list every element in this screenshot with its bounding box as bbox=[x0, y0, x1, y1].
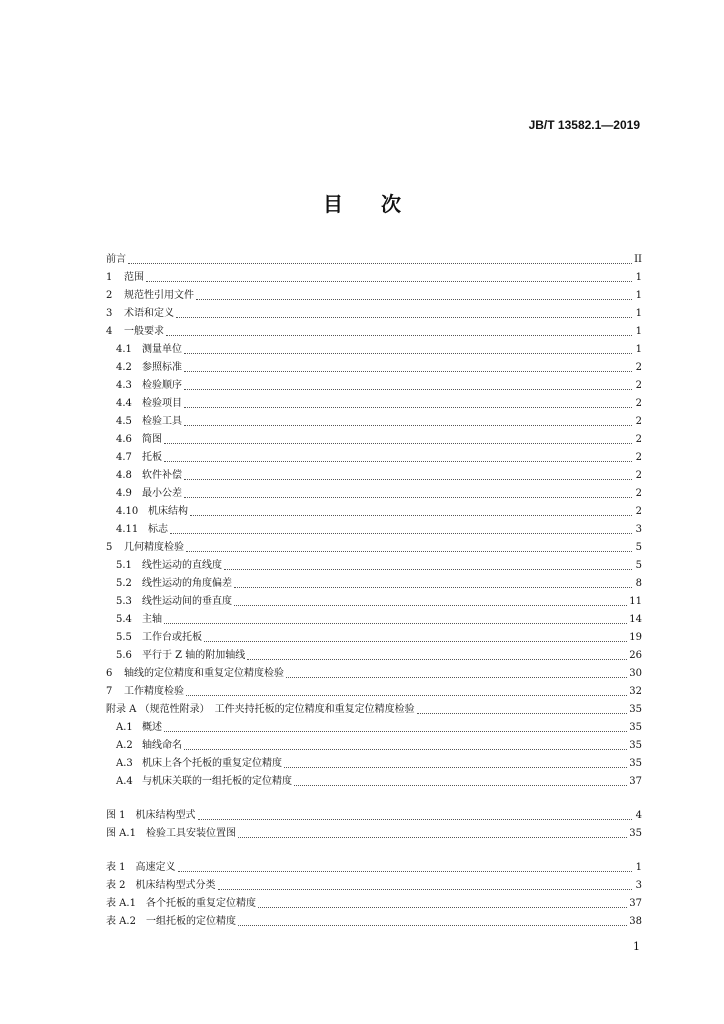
document-code: JB/T 13582.1—2019 bbox=[528, 118, 640, 132]
toc-entry-page: 19 bbox=[629, 632, 642, 643]
toc-entry-page: 32 bbox=[629, 686, 642, 697]
leader-dots bbox=[238, 915, 627, 926]
toc-entry-page: 1 bbox=[635, 308, 642, 319]
figure-entry-text: 图 A.1 检验工具安装位置图 bbox=[106, 828, 236, 839]
toc-entry-page: 2 bbox=[635, 488, 642, 499]
toc-entry-number: 3 bbox=[106, 308, 113, 319]
toc-entry-number: 6 bbox=[106, 668, 113, 679]
toc-entry-text: 前言 bbox=[106, 254, 126, 265]
toc-entry-number: 4.7 bbox=[116, 452, 132, 463]
leader-dots bbox=[184, 343, 632, 354]
toc-entry-4-2[interactable] bbox=[106, 358, 642, 374]
toc-entry-number: 4.1 bbox=[116, 344, 132, 355]
leader-dots bbox=[184, 415, 632, 426]
table-entry-a-1[interactable] bbox=[106, 894, 642, 910]
leader-dots bbox=[294, 775, 627, 786]
toc-entry-page: 37 bbox=[629, 776, 642, 787]
toc-entry-text: 机床上各个托板的重复定位精度 bbox=[142, 758, 282, 769]
table-entry-page: 37 bbox=[629, 898, 642, 909]
toc-entry-page: 11 bbox=[629, 596, 642, 607]
toc-entry-page: 2 bbox=[635, 470, 642, 481]
toc-entry-page: 2 bbox=[635, 434, 642, 445]
toc-entry-page: 1 bbox=[635, 326, 642, 337]
leader-dots bbox=[234, 577, 632, 588]
toc-entry-text: 机床结构 bbox=[148, 506, 188, 517]
leader-dots bbox=[204, 631, 627, 642]
toc-entry-text: 几何精度检验 bbox=[124, 542, 184, 553]
title-char-1: 目 bbox=[323, 192, 343, 216]
toc-entry-page: 1 bbox=[635, 272, 642, 283]
toc-entry-text: 软件补偿 bbox=[142, 470, 182, 481]
toc-entry-text: 一般要求 bbox=[124, 326, 164, 337]
toc-entry-5-2[interactable] bbox=[106, 574, 642, 590]
toc-entry-4-6[interactable] bbox=[106, 430, 642, 446]
leader-dots bbox=[128, 253, 632, 264]
toc-entry-4-9[interactable] bbox=[106, 484, 642, 500]
toc-entry-page: 35 bbox=[629, 740, 642, 751]
leader-dots bbox=[258, 897, 627, 908]
toc-entry-number: 4.3 bbox=[116, 380, 132, 391]
toc-entry-6[interactable] bbox=[106, 664, 642, 680]
leader-dots bbox=[184, 487, 632, 498]
toc-entry-page: 2 bbox=[635, 506, 642, 517]
toc-entry-text: 线性运动的直线度 bbox=[142, 560, 222, 571]
toc-entry-3[interactable] bbox=[106, 304, 642, 320]
toc-entry-a-2[interactable] bbox=[106, 736, 642, 752]
toc-entry-4-10[interactable] bbox=[106, 502, 642, 518]
toc-entry-number: 4 bbox=[106, 326, 113, 337]
toc-entry-5-4[interactable] bbox=[106, 610, 642, 626]
toc-entry-number: 5.2 bbox=[116, 578, 132, 589]
leader-dots bbox=[166, 325, 632, 336]
toc-entry-page: 5 bbox=[635, 560, 642, 571]
toc-entry-number: 4.9 bbox=[116, 488, 132, 499]
toc-entry-page: 14 bbox=[629, 614, 642, 625]
toc-entry-5-6[interactable] bbox=[106, 646, 642, 662]
toc-entry-1[interactable] bbox=[106, 268, 642, 284]
toc-entry-page: 2 bbox=[635, 416, 642, 427]
toc-entry-text: 轴线命名 bbox=[142, 740, 182, 751]
figure-entry-page: 35 bbox=[629, 828, 642, 839]
leader-dots bbox=[218, 879, 632, 890]
toc-entry-text: 附录 A （规范性附录） 工件夹持托板的定位精度和重复定位精度检验 bbox=[106, 704, 415, 715]
toc-entry-text: 标志 bbox=[148, 524, 168, 535]
toc-entry-page: II bbox=[634, 254, 642, 265]
toc-entry-number: 5.1 bbox=[116, 560, 132, 571]
toc-entry-text: 检验项目 bbox=[142, 398, 182, 409]
toc-entry-text: 平行于 Z 轴的附加轴线 bbox=[142, 650, 246, 661]
leader-dots bbox=[176, 307, 632, 318]
toc-entry-text: 范围 bbox=[124, 272, 144, 283]
toc-entry-number: A.2 bbox=[116, 740, 133, 751]
toc-entry-text: 最小公差 bbox=[142, 488, 182, 499]
toc-entry-number: 4.2 bbox=[116, 362, 132, 373]
toc-entry-5-5[interactable] bbox=[106, 628, 642, 644]
leader-dots bbox=[184, 379, 632, 390]
table-entry-page: 1 bbox=[635, 862, 642, 873]
toc-entry-text: 参照标准 bbox=[142, 362, 182, 373]
toc-entry-text: 简图 bbox=[142, 434, 162, 445]
leader-dots bbox=[164, 451, 632, 462]
toc-entry-page: 1 bbox=[635, 344, 642, 355]
table-entry-1[interactable] bbox=[106, 858, 642, 874]
leader-dots bbox=[178, 861, 632, 872]
toc-entry-number: A.4 bbox=[116, 776, 133, 787]
toc-entry-number: 5.3 bbox=[116, 596, 132, 607]
table-entry-a-2[interactable] bbox=[106, 912, 642, 928]
table-entry-text: 表 2 机床结构型式分类 bbox=[106, 880, 216, 891]
toc-entry-number: A.3 bbox=[116, 758, 133, 769]
toc-entry-number: 4.6 bbox=[116, 434, 132, 445]
toc-entry-a-1[interactable] bbox=[106, 718, 642, 734]
toc-entry-number: 5 bbox=[106, 542, 113, 553]
table-entry-text: 表 1 高速定义 bbox=[106, 862, 176, 873]
toc-entry-number: 4.10 bbox=[116, 506, 139, 517]
leader-dots bbox=[196, 289, 632, 300]
leader-dots bbox=[164, 613, 627, 624]
toc-entry-number: 7 bbox=[106, 686, 113, 697]
toc-entry-text: 工作精度检验 bbox=[124, 686, 184, 697]
toc-entry-a-4[interactable] bbox=[106, 772, 642, 788]
figure-entry-page: 4 bbox=[635, 810, 642, 821]
toc-entry-4-4[interactable] bbox=[106, 394, 642, 410]
toc-entry-page: 26 bbox=[629, 650, 642, 661]
table-entry-text: 表 A.2 一组托板的定位精度 bbox=[106, 916, 236, 927]
toc-entry-4-1[interactable] bbox=[106, 340, 642, 356]
title-char-2: 次 bbox=[381, 192, 401, 216]
toc-entry-text: 轴线的定位精度和重复定位精度检验 bbox=[124, 668, 284, 679]
toc-entry-text: 术语和定义 bbox=[124, 308, 174, 319]
toc-entry-number: 4.4 bbox=[116, 398, 132, 409]
toc-entry-number: 1 bbox=[106, 272, 113, 283]
toc-entry-page: 30 bbox=[629, 668, 642, 679]
leader-dots bbox=[417, 703, 628, 714]
toc-entry-text: 概述 bbox=[142, 722, 162, 733]
toc-entry-number: 4.8 bbox=[116, 470, 132, 481]
toc-entry-page: 5 bbox=[635, 542, 642, 553]
toc-entry-2[interactable] bbox=[106, 286, 642, 302]
toc-entry-page: 2 bbox=[635, 362, 642, 373]
figure-entry-a-1[interactable] bbox=[106, 824, 642, 840]
toc-entry-page: 3 bbox=[635, 524, 642, 535]
toc-entry-number: 5.6 bbox=[116, 650, 132, 661]
leader-dots bbox=[247, 649, 627, 660]
table-entry-2[interactable] bbox=[106, 876, 642, 892]
toc-entry-text: 检验顺序 bbox=[142, 380, 182, 391]
leader-dots bbox=[284, 757, 627, 768]
toc-entry-text: 线性运动间的垂直度 bbox=[142, 596, 232, 607]
toc-entry-page: 35 bbox=[629, 704, 642, 715]
toc-entry-5-1[interactable] bbox=[106, 556, 642, 572]
leader-dots bbox=[224, 559, 632, 570]
figure-entry-text: 图 1 机床结构型式 bbox=[106, 810, 196, 821]
toc-entry-page: 2 bbox=[635, 452, 642, 463]
toc-entry-4-3[interactable] bbox=[106, 376, 642, 392]
toc-entry-page: 1 bbox=[635, 290, 642, 301]
toc-entry-4-5[interactable] bbox=[106, 412, 642, 428]
toc-entry-page: 2 bbox=[635, 380, 642, 391]
page-number: 1 bbox=[633, 940, 640, 953]
toc-entry-page: 35 bbox=[629, 722, 642, 733]
toc-entry-page: 8 bbox=[635, 578, 642, 589]
toc-entry-number: 4.5 bbox=[116, 416, 132, 427]
toc-entry-page: 2 bbox=[635, 398, 642, 409]
leader-dots bbox=[198, 809, 632, 820]
leader-dots bbox=[164, 721, 627, 732]
leader-dots bbox=[146, 271, 632, 282]
toc-entry-text: 工作台或托板 bbox=[142, 632, 202, 643]
toc-entry-7[interactable] bbox=[106, 682, 642, 698]
toc-entry-page: 35 bbox=[629, 758, 642, 769]
toc-entry-number: 5.4 bbox=[116, 614, 132, 625]
table-entry-page: 3 bbox=[635, 880, 642, 891]
toc-entry-5[interactable] bbox=[106, 538, 642, 554]
leader-dots bbox=[184, 397, 632, 408]
toc-entry-4-7[interactable] bbox=[106, 448, 642, 464]
toc-entry-foreword[interactable] bbox=[106, 250, 642, 266]
leader-dots bbox=[286, 667, 627, 678]
toc-entry-text: 规范性引用文件 bbox=[124, 290, 194, 301]
table-entry-page: 38 bbox=[629, 916, 642, 927]
leader-dots bbox=[234, 595, 627, 606]
leader-dots bbox=[238, 827, 627, 838]
leader-dots bbox=[190, 505, 632, 516]
table-entry-text: 表 A.1 各个托板的重复定位精度 bbox=[106, 898, 256, 909]
page-title bbox=[0, 188, 724, 217]
leader-dots bbox=[184, 469, 632, 480]
toc-entry-number: A.1 bbox=[116, 722, 133, 733]
toc-entry-4[interactable] bbox=[106, 322, 642, 338]
leader-dots bbox=[164, 433, 632, 444]
toc-entry-text: 托板 bbox=[142, 452, 162, 463]
leader-dots bbox=[186, 541, 632, 552]
figure-entry-1[interactable] bbox=[106, 806, 642, 822]
toc-entry-text: 主轴 bbox=[142, 614, 162, 625]
leader-dots bbox=[184, 361, 632, 372]
toc-entry-text: 与机床关联的一组托板的定位精度 bbox=[142, 776, 292, 787]
toc-entry-text: 检验工具 bbox=[142, 416, 182, 427]
toc-entry-text: 测量单位 bbox=[142, 344, 182, 355]
toc-entry-5-3[interactable] bbox=[106, 592, 642, 608]
toc-entry-number: 4.11 bbox=[116, 524, 139, 535]
toc-entry-4-8[interactable] bbox=[106, 466, 642, 482]
toc-entry-number: 5.5 bbox=[116, 632, 132, 643]
toc-entry-number: 2 bbox=[106, 290, 113, 301]
leader-dots bbox=[186, 685, 627, 696]
leader-dots bbox=[170, 523, 632, 534]
toc-entry-text: 线性运动的角度偏差 bbox=[142, 578, 232, 589]
toc-entry-appendix-a[interactable] bbox=[106, 700, 642, 716]
toc-entry-a-3[interactable] bbox=[106, 754, 642, 770]
leader-dots bbox=[184, 739, 627, 750]
toc-entry-4-11[interactable] bbox=[106, 520, 642, 536]
